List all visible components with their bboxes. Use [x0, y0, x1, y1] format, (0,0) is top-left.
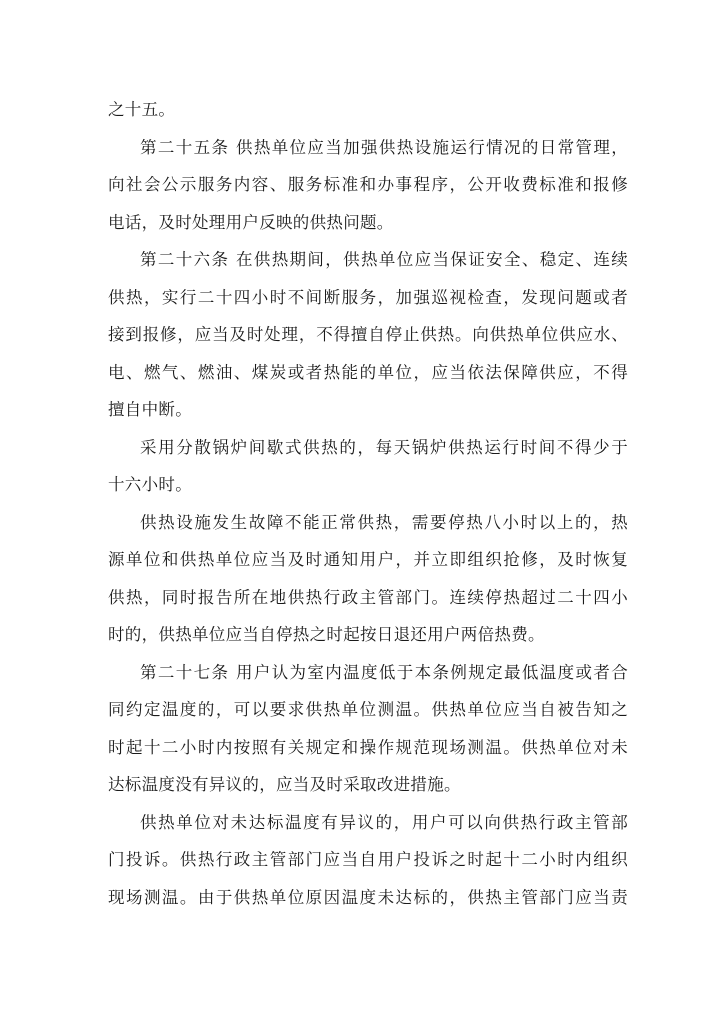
paragraph-line: 供热，同时报告所在地供热行政主管部门。连续停热超过二十四小 [108, 587, 628, 607]
paragraph-line: 源单位和供热单位应当及时通知用户，并立即组织抢修，及时恢复 [108, 550, 628, 569]
paragraph-line: 供热单位对未达标温度有异议的，用户可以向供热行政主管部 [140, 812, 628, 832]
paragraph-line: 供热设施发生故障不能正常供热，需要停热八小时以上的，热 [140, 512, 628, 532]
paragraph-line: 门投诉。供热行政主管部门应当自用户投诉之时起十二小时内组织 [108, 850, 628, 869]
document-body [108, 98, 628, 923]
paragraph-line: 电、燃气、燃油、煤炭或者热能的单位，应当依法保障供应，不得 [108, 362, 628, 382]
paragraph-line: 时的，供热单位应当自停热之时起按日退还用户两倍热费。 [108, 625, 545, 644]
paragraph-line: 供热，实行二十四小时不间断服务，加强巡视检查，发现问题或者 [108, 287, 628, 307]
paragraph-line: 时起十二小时内按照有关规定和操作规范现场测温。供热单位对未 [108, 737, 628, 757]
paragraph-line: 向社会公示服务内容、服务标准和办事程序，公开收费标准和报修 [108, 175, 628, 194]
paragraph-line: 现场测温。由于供热单位原因温度未达标的，供热主管部门应当责 [108, 887, 628, 907]
article-27-heading-line: 第二十七条 用户认为室内温度低于本条例规定最低温度或者合 [140, 662, 628, 682]
paragraph-line: 同约定温度的，可以要求供热单位测温。供热单位应当自被告知之 [108, 700, 628, 719]
paragraph-line: 达标温度没有异议的，应当及时采取改进措施。 [108, 775, 461, 794]
paragraph-line: 采用分散锅炉间歇式供热的，每天锅炉供热运行时间不得少于 [140, 437, 628, 457]
paragraph-line: 十六小时。 [108, 475, 192, 494]
article-26-heading-line: 第二十六条 在供热期间，供热单位应当保证安全、稳定、连续 [140, 250, 628, 269]
paragraph-line: 擅自中断。 [108, 400, 192, 419]
paragraph-line: 之十五。 [108, 100, 176, 119]
paragraph-line: 接到报修，应当及时处理，不得擅自停止供热。向供热单位供应水、 [108, 325, 628, 344]
article-25-heading-line: 第二十五条 供热单位应当加强供热设施运行情况的日常管理， [140, 137, 628, 157]
paragraph-line: 电话，及时处理用户反映的供热问题。 [108, 212, 394, 232]
